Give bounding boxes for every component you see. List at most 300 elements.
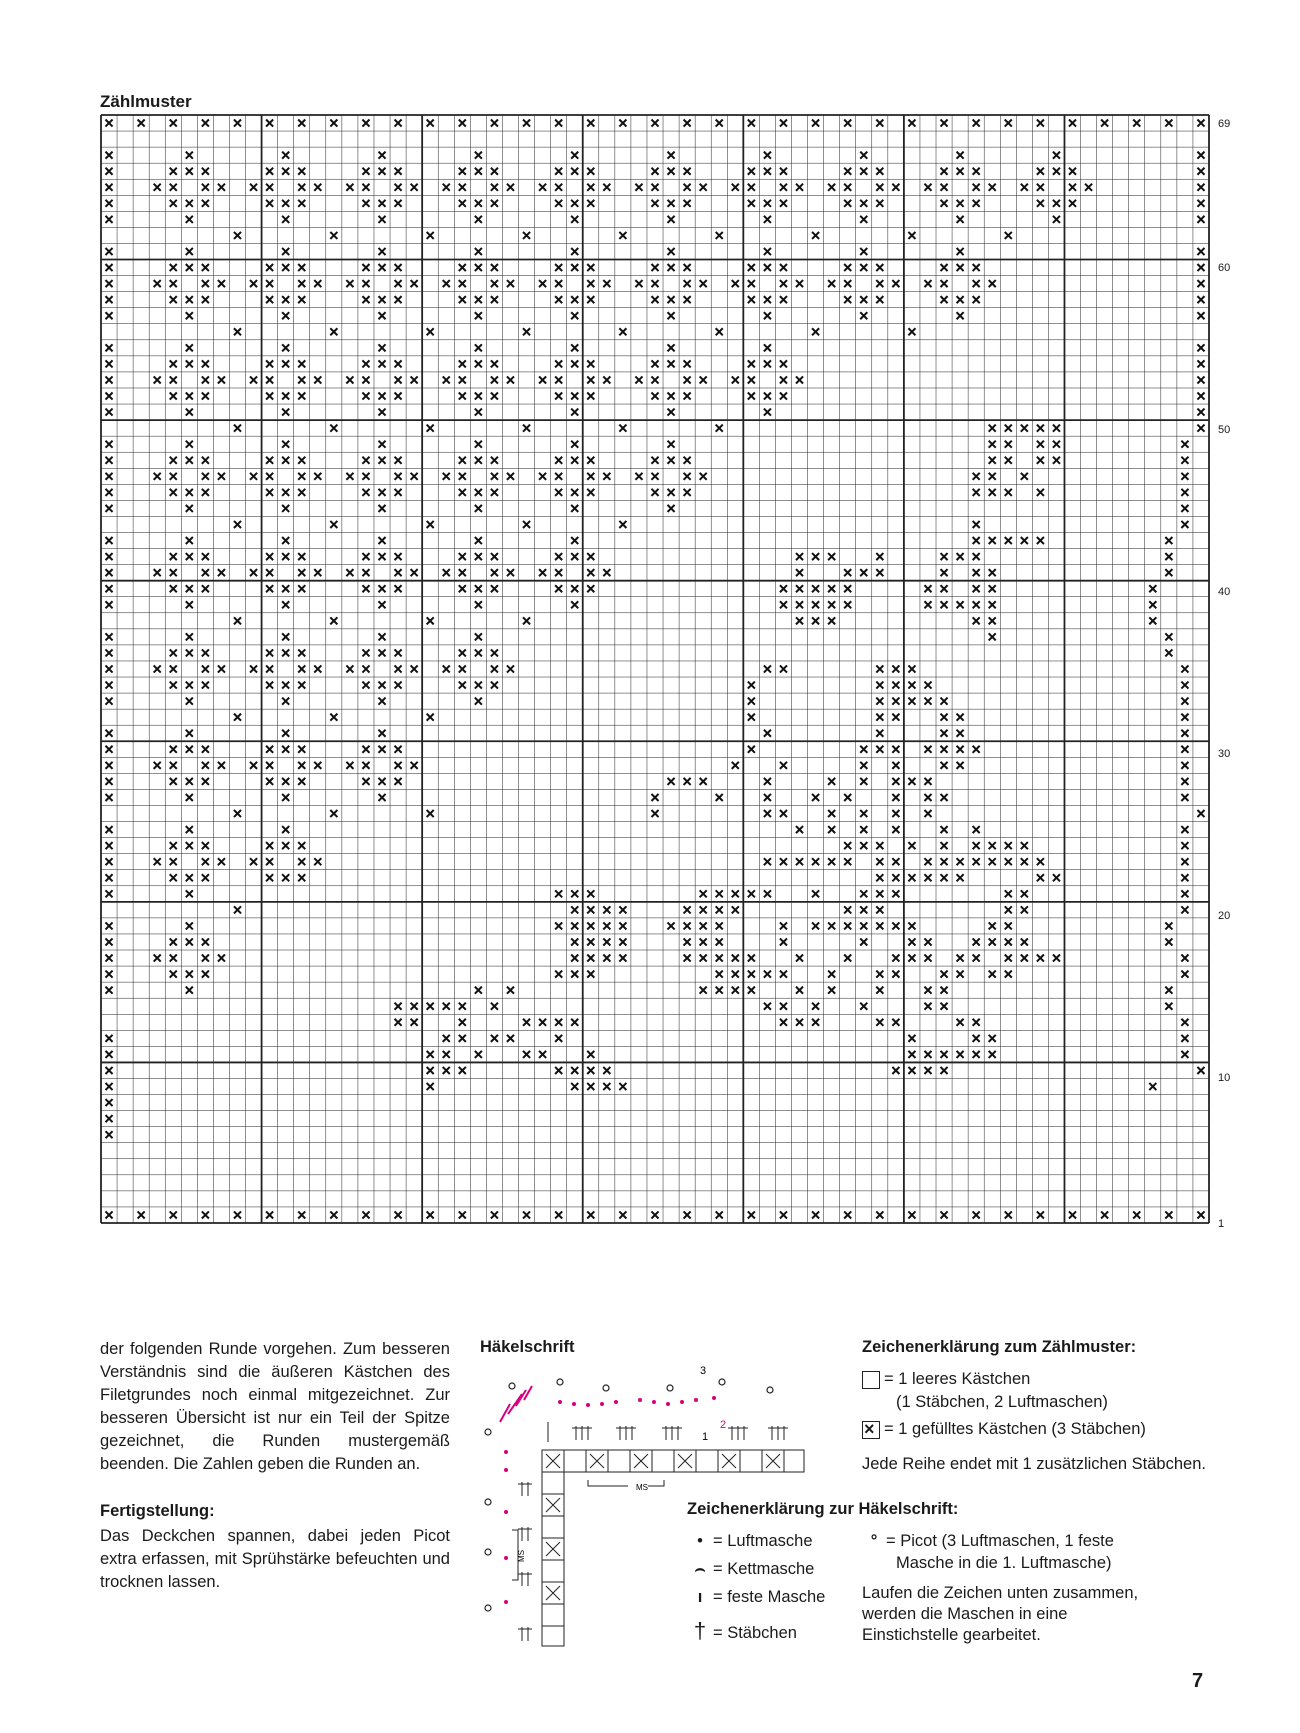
filled-cell-mark (105, 392, 112, 399)
filled-cell-mark (523, 328, 530, 335)
filled-cell-mark (876, 119, 883, 126)
filled-cell-mark (250, 376, 257, 383)
filled-cell-mark (105, 360, 112, 367)
filled-cell-mark (330, 810, 337, 817)
filled-cell-mark (330, 425, 337, 432)
filled-cell-mark (105, 633, 112, 640)
filled-cell-mark (170, 296, 177, 303)
filled-cell-mark (1181, 665, 1188, 672)
filled-cell-mark (282, 200, 289, 207)
filled-cell-mark (924, 938, 931, 945)
filled-cell-mark (812, 232, 819, 239)
empty-box-icon (862, 1371, 880, 1389)
filled-cell-mark (684, 778, 691, 785)
filled-cell-mark (1021, 537, 1028, 544)
filled-cell-mark (973, 585, 980, 592)
legend-empty-line2: (1 Stäbchen, 2 Luftmaschen) (896, 1393, 1108, 1411)
filled-cell-mark (571, 264, 578, 271)
filled-cell-mark (684, 906, 691, 913)
filled-cell-mark (105, 168, 112, 175)
filled-cell-mark (748, 890, 755, 897)
filled-cell-mark (989, 537, 996, 544)
filled-cell-mark (571, 971, 578, 978)
filled-cell-mark (186, 971, 193, 978)
filled-cell-mark (941, 874, 948, 881)
filled-cell-mark (1197, 119, 1204, 126)
filled-cell-mark (973, 938, 980, 945)
legend-crochet-heading: Zeichenerklärung zur Häkelschrift: (687, 1500, 959, 1518)
filled-cell-mark (587, 906, 594, 913)
filled-cell-mark (523, 1051, 530, 1058)
filled-cell-mark (924, 1003, 931, 1010)
filled-cell-mark (298, 585, 305, 592)
filled-cell-mark (1021, 890, 1028, 897)
filled-cell-mark (427, 1003, 434, 1010)
filled-cell-mark (427, 810, 434, 817)
filled-cell-mark (105, 762, 112, 769)
filled-cell-mark (555, 971, 562, 978)
filled-cell-mark (780, 601, 787, 608)
filled-cell-mark (1021, 906, 1028, 913)
filled-cell-mark (186, 794, 193, 801)
filled-cell-mark (876, 665, 883, 672)
filled-cell-mark (764, 360, 771, 367)
filled-cell-mark (571, 553, 578, 560)
filled-cell-mark (941, 280, 948, 287)
filled-cell-mark (860, 1003, 867, 1010)
filled-cell-mark (941, 1211, 948, 1218)
filled-cell-mark (427, 232, 434, 239)
filled-cell-mark (266, 168, 273, 175)
filled-cell-mark (282, 505, 289, 512)
filled-cell-mark (443, 184, 450, 191)
filled-cell-mark (459, 264, 466, 271)
filled-cell-mark (780, 280, 787, 287)
filled-cell-mark (764, 971, 771, 978)
filled-cell-mark (282, 312, 289, 319)
filled-cell-mark (828, 280, 835, 287)
filled-cell-mark (202, 553, 209, 560)
filled-cell-mark (908, 874, 915, 881)
filled-cell-mark (812, 617, 819, 624)
filled-cell-mark (973, 746, 980, 753)
filled-cell-mark (684, 376, 691, 383)
filled-cell-mark (989, 1035, 996, 1042)
filled-cell-mark (957, 746, 964, 753)
filled-cell-mark (1053, 168, 1060, 175)
filled-cell-mark (314, 473, 321, 480)
filled-cell-mark (475, 392, 482, 399)
filled-cell-mark (973, 200, 980, 207)
filled-cell-mark (571, 248, 578, 255)
filled-cell-mark (378, 296, 385, 303)
filled-cell-mark (266, 376, 273, 383)
filled-cell-mark (587, 119, 594, 126)
filled-cell-mark (668, 344, 675, 351)
filled-cell-mark (170, 200, 177, 207)
filled-cell-mark (491, 489, 498, 496)
filled-cell-mark (282, 296, 289, 303)
filled-cell-mark (571, 360, 578, 367)
filled-cell-mark (828, 971, 835, 978)
filled-cell-mark (603, 569, 610, 576)
filled-cell-mark (1053, 152, 1060, 159)
filled-cell-mark (892, 698, 899, 705)
filled-cell-mark (395, 119, 402, 126)
filled-cell-mark (957, 955, 964, 962)
filled-cell-mark (796, 826, 803, 833)
filled-cell-mark (459, 296, 466, 303)
filled-cell-mark (571, 906, 578, 913)
filled-cell-mark (684, 200, 691, 207)
filled-cell-mark (1005, 955, 1012, 962)
legend-filled-text: = 1 gefülltes Kästchen (3 Stäbchen) (884, 1420, 1146, 1438)
filled-cell-mark (1005, 906, 1012, 913)
filled-cell-mark (234, 521, 241, 528)
filled-cell-mark (1005, 922, 1012, 929)
filled-cell-mark (105, 248, 112, 255)
filled-cell-mark (105, 409, 112, 416)
filled-cell-mark (298, 762, 305, 769)
filled-cell-mark (668, 168, 675, 175)
filled-cell-mark (780, 296, 787, 303)
filled-cell-mark (330, 1211, 337, 1218)
filled-cell-mark (1181, 794, 1188, 801)
filled-cell-mark (957, 858, 964, 865)
filled-cell-mark (105, 441, 112, 448)
filled-cell-mark (330, 328, 337, 335)
filled-cell-mark (571, 457, 578, 464)
filled-cell-mark (989, 922, 996, 929)
filled-cell-mark (876, 922, 883, 929)
filled-cell-mark (844, 264, 851, 271)
filled-cell-mark (459, 1035, 466, 1042)
filled-cell-mark (876, 280, 883, 287)
filled-cell-mark (635, 473, 642, 480)
filled-cell-mark (892, 714, 899, 721)
filled-cell-mark (860, 264, 867, 271)
filled-cell-mark (378, 537, 385, 544)
filled-cell-mark (1165, 553, 1172, 560)
filled-cell-mark (170, 874, 177, 881)
filled-cell-mark (1085, 184, 1092, 191)
filled-cell-mark (1197, 312, 1204, 319)
filled-cell-mark (314, 762, 321, 769)
filled-cell-mark (105, 152, 112, 159)
filled-cell-mark (1197, 248, 1204, 255)
filled-cell-mark (748, 971, 755, 978)
filled-cell-mark (105, 649, 112, 656)
filled-cell-mark (1181, 971, 1188, 978)
filled-cell-mark (603, 906, 610, 913)
filled-cell-mark (105, 601, 112, 608)
filled-cell-mark (362, 264, 369, 271)
filled-cell-mark (941, 987, 948, 994)
filled-cell-mark (555, 280, 562, 287)
filled-cell-mark (668, 216, 675, 223)
filled-cell-mark (989, 858, 996, 865)
filled-cell-mark (619, 119, 626, 126)
filled-cell-mark (989, 617, 996, 624)
filled-cell-mark (1181, 874, 1188, 881)
filled-cell-mark (748, 1211, 755, 1218)
filled-cell-mark (282, 633, 289, 640)
legend-single-crochet: ı = feste Masche (687, 1586, 825, 1608)
filled-cell-mark (395, 569, 402, 576)
filled-cell-mark (170, 762, 177, 769)
filled-cell-mark (395, 280, 402, 287)
filled-cell-mark (395, 778, 402, 785)
filled-cell-mark (266, 762, 273, 769)
filled-cell-mark (941, 714, 948, 721)
filled-cell-mark (250, 762, 257, 769)
filled-cell-mark (684, 392, 691, 399)
filled-cell-mark (812, 922, 819, 929)
filled-cell-mark (1021, 842, 1028, 849)
filled-cell-mark (941, 119, 948, 126)
filled-cell-mark (105, 489, 112, 496)
filled-cell-mark (924, 280, 931, 287)
filled-cell-mark (844, 585, 851, 592)
filled-cell-mark (780, 858, 787, 865)
filled-cell-mark (282, 216, 289, 223)
filled-cell-mark (587, 168, 594, 175)
filled-cell-mark (459, 184, 466, 191)
filled-cell-mark (908, 1051, 915, 1058)
filled-cell-mark (957, 1051, 964, 1058)
filled-cell-mark (298, 1211, 305, 1218)
filled-cell-mark (105, 665, 112, 672)
filled-cell-mark (186, 296, 193, 303)
filled-cell-mark (202, 1211, 209, 1218)
filled-cell-mark (202, 569, 209, 576)
filled-cell-mark (298, 569, 305, 576)
filled-cell-mark (764, 665, 771, 672)
filled-cell-mark (459, 489, 466, 496)
filled-cell-mark (876, 874, 883, 881)
filled-cell-mark (362, 649, 369, 656)
filled-cell-mark (876, 264, 883, 271)
filled-cell-mark (105, 730, 112, 737)
filled-cell-mark (796, 1019, 803, 1026)
filled-cell-mark (957, 168, 964, 175)
filled-cell-mark (202, 168, 209, 175)
filled-cell-mark (378, 489, 385, 496)
filled-cell-mark (684, 119, 691, 126)
filled-cell-mark (651, 794, 658, 801)
filled-cell-mark (876, 842, 883, 849)
filled-cell-mark (523, 119, 530, 126)
filled-cell-mark (523, 425, 530, 432)
filled-cell-mark (523, 232, 530, 239)
filled-cell-mark (555, 890, 562, 897)
filled-cell-mark (395, 392, 402, 399)
filled-cell-mark (651, 810, 658, 817)
filled-cell-mark (892, 665, 899, 672)
filled-cell-mark (475, 601, 482, 608)
filled-cell-mark (378, 553, 385, 560)
filled-cell-mark (362, 184, 369, 191)
filled-cell-mark (1005, 842, 1012, 849)
filled-cell-mark (138, 1211, 145, 1218)
filled-cell-mark (282, 682, 289, 689)
legend-crochet-note-1: Laufen die Zeichen unten zusammen, (862, 1584, 1139, 1602)
filled-cell-mark (298, 842, 305, 849)
filled-cell-mark (716, 1211, 723, 1218)
filled-cell-mark (170, 119, 177, 126)
filled-cell-mark (378, 633, 385, 640)
filled-cell-mark (844, 842, 851, 849)
filled-cell-mark (860, 922, 867, 929)
filled-cell-mark (571, 216, 578, 223)
filled-cell-mark (1181, 1051, 1188, 1058)
filled-cell-mark (619, 232, 626, 239)
filled-cell-mark (876, 553, 883, 560)
filled-cell-mark (202, 200, 209, 207)
filled-cell-mark (828, 601, 835, 608)
filled-cell-mark (1181, 746, 1188, 753)
filled-cell-mark (330, 617, 337, 624)
filled-cell-mark (282, 441, 289, 448)
filled-cell-mark (748, 168, 755, 175)
filled-cell-mark (908, 922, 915, 929)
filled-cell-mark (411, 184, 418, 191)
filled-cell-mark (941, 698, 948, 705)
filled-cell-mark (973, 521, 980, 528)
filled-cell-mark (571, 489, 578, 496)
filled-cell-mark (282, 392, 289, 399)
filled-cell-mark (362, 296, 369, 303)
filled-cell-mark (619, 328, 626, 335)
row-number: 20 (1218, 910, 1231, 922)
filled-cell-mark (250, 665, 257, 672)
filled-cell-mark (475, 987, 482, 994)
filled-cell-mark (780, 360, 787, 367)
filled-cell-mark (395, 585, 402, 592)
filled-cell-mark (266, 1211, 273, 1218)
filled-cell-mark (491, 376, 498, 383)
filled-cell-mark (555, 392, 562, 399)
filled-cell-mark (571, 409, 578, 416)
filled-cell-mark (266, 842, 273, 849)
filled-cell-mark (491, 457, 498, 464)
filled-cell-mark (732, 971, 739, 978)
filled-cell-mark (475, 216, 482, 223)
filled-cell-mark (362, 168, 369, 175)
filled-cell-mark (941, 971, 948, 978)
filled-cell-mark (218, 280, 225, 287)
filled-cell-mark (941, 553, 948, 560)
filled-cell-mark (587, 200, 594, 207)
filled-cell-mark (1181, 858, 1188, 865)
filled-cell-mark (892, 858, 899, 865)
filled-cell-mark (571, 152, 578, 159)
filled-cell-mark (555, 119, 562, 126)
filled-cell-mark (1181, 473, 1188, 480)
filled-cell-mark (282, 248, 289, 255)
filled-cell-mark (1149, 585, 1156, 592)
filled-cell-mark (105, 473, 112, 480)
filled-cell-mark (1069, 184, 1076, 191)
filled-cell-mark (105, 874, 112, 881)
filled-cell-mark (186, 344, 193, 351)
filled-cell-mark (218, 569, 225, 576)
filled-cell-mark (395, 1211, 402, 1218)
filled-cell-mark (170, 392, 177, 399)
filled-cell-mark (876, 682, 883, 689)
filled-cell-mark (170, 649, 177, 656)
filled-cell-mark (892, 778, 899, 785)
filled-cell-mark (539, 280, 546, 287)
filled-cell-mark (475, 152, 482, 159)
filled-cell-mark (491, 665, 498, 672)
filled-cell-mark (684, 489, 691, 496)
filled-cell-mark (908, 1035, 915, 1042)
filled-cell-mark (491, 119, 498, 126)
filled-cell-mark (876, 987, 883, 994)
filled-cell-mark (105, 184, 112, 191)
filled-cell-mark (234, 617, 241, 624)
filled-cell-mark (748, 376, 755, 383)
filled-cell-mark (170, 1211, 177, 1218)
filled-cell-mark (427, 1083, 434, 1090)
filled-cell-mark (812, 553, 819, 560)
filled-cell-mark (876, 168, 883, 175)
filled-cell-mark (587, 1051, 594, 1058)
filled-cell-mark (250, 184, 257, 191)
filled-cell-mark (459, 569, 466, 576)
filled-cell-mark (234, 1211, 241, 1218)
legend-picot: ° = Picot (3 Luftmaschen, 1 feste (862, 1530, 1114, 1552)
filled-cell-mark (459, 473, 466, 480)
filled-cell-mark (395, 360, 402, 367)
filled-cell-mark (716, 987, 723, 994)
filled-box-icon (862, 1421, 880, 1439)
filled-cell-mark (989, 489, 996, 496)
filled-cell-mark (202, 746, 209, 753)
filled-cell-mark (427, 1067, 434, 1074)
filled-cell-mark (378, 505, 385, 512)
filled-cell-mark (957, 312, 964, 319)
double-crochet-icon: † (693, 1618, 707, 1643)
filled-cell-mark (234, 906, 241, 913)
filled-cell-mark (973, 617, 980, 624)
filled-cell-mark (571, 168, 578, 175)
filled-cell-mark (619, 906, 626, 913)
filled-cell-mark (989, 473, 996, 480)
filled-cell-mark (860, 168, 867, 175)
filled-cell-mark (892, 1067, 899, 1074)
filled-cell-mark (973, 601, 980, 608)
legend-empty-box (862, 1368, 1030, 1390)
filled-cell-mark (234, 232, 241, 239)
filled-cell-mark (105, 842, 112, 849)
filled-cell-mark (475, 360, 482, 367)
filled-cell-mark (411, 762, 418, 769)
filled-cell-mark (346, 762, 353, 769)
filled-cell-mark (796, 858, 803, 865)
filled-cell-mark (844, 184, 851, 191)
filled-cell-mark (844, 601, 851, 608)
filled-cell-mark (989, 425, 996, 432)
filled-cell-mark (138, 119, 145, 126)
filled-cell-mark (796, 585, 803, 592)
filled-cell-mark (218, 858, 225, 865)
filled-cell-mark (780, 665, 787, 672)
filled-cell-mark (186, 890, 193, 897)
filled-cell-mark (587, 955, 594, 962)
filled-cell-mark (1021, 425, 1028, 432)
